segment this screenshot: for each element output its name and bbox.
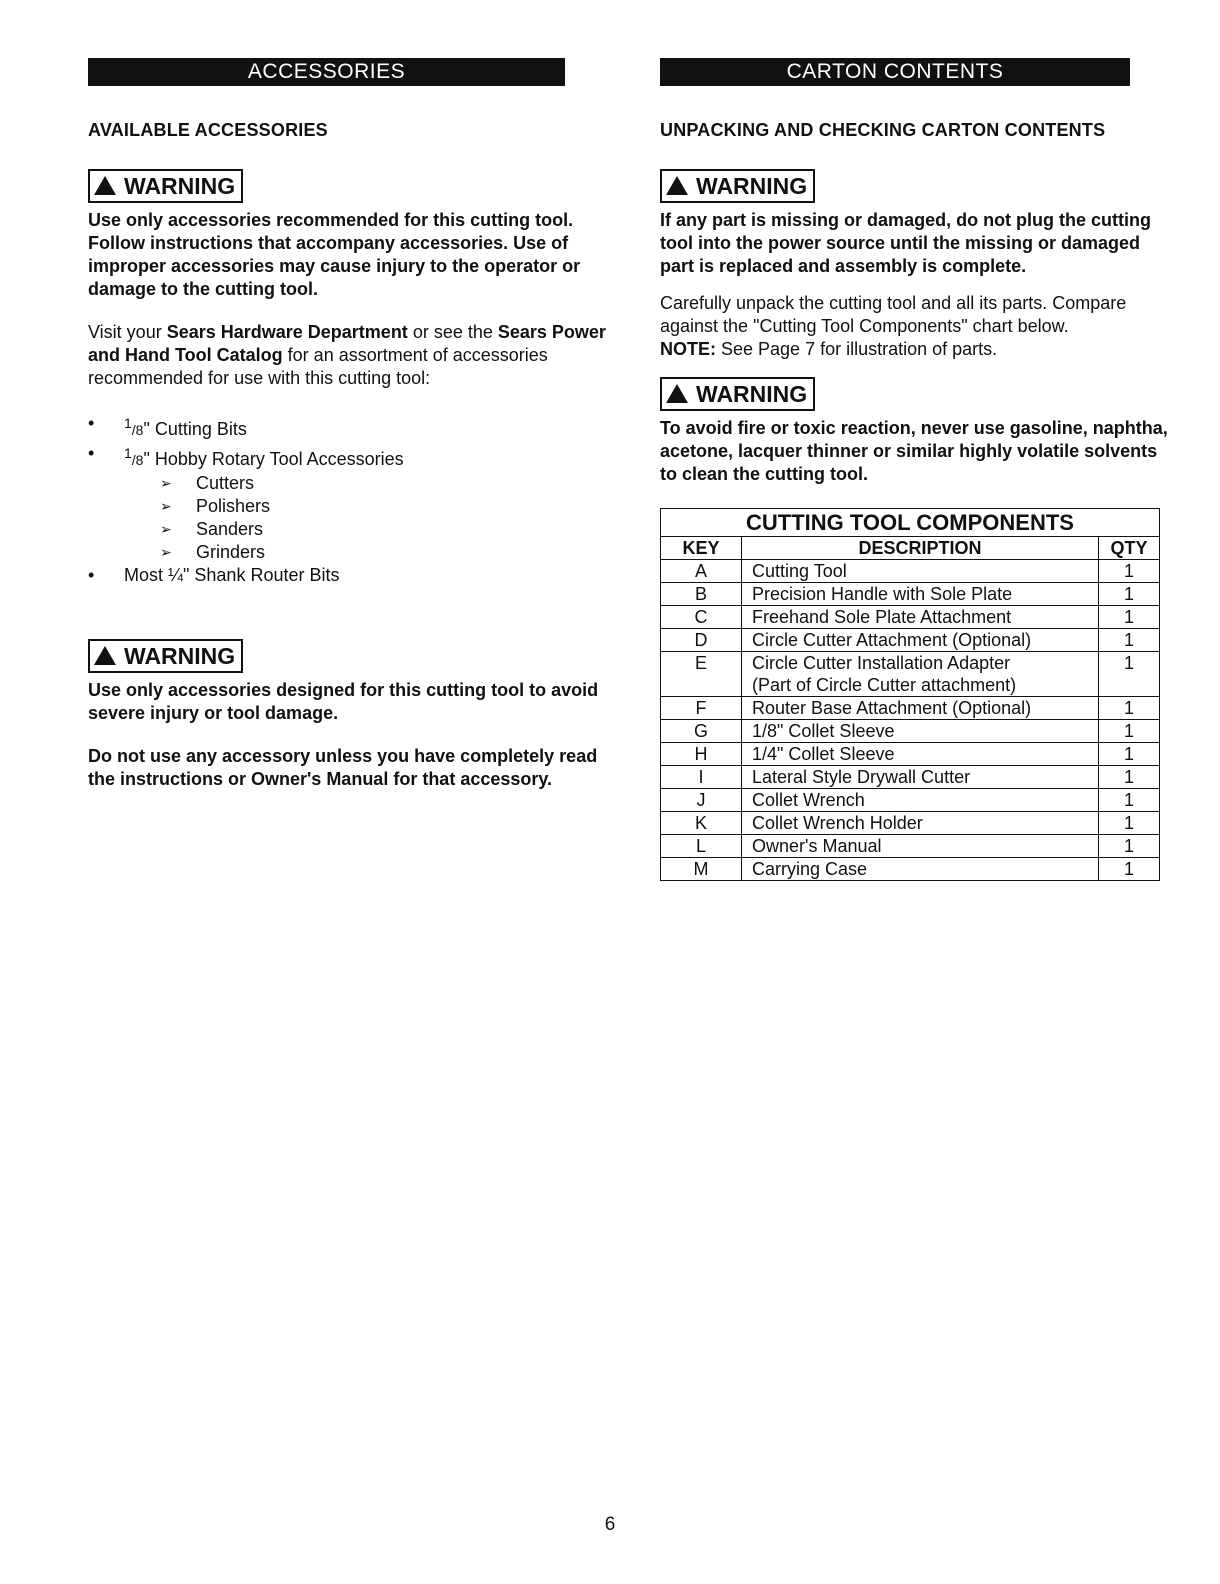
accessories-column: [88, 58, 608, 791]
warning-triangle-icon: [666, 176, 688, 195]
table-title: CUTTING TOOL COMPONENTS: [661, 509, 1160, 537]
warning-text: To avoid fire or toxic reaction, never use gasoline, naphtha, acetone, lacquer thinner or similar highly volatile solvents to clean the cutting tool.: [660, 418, 1168, 484]
visit-paragraph: Visit your Sears Hardware Department or see the Sears Power and Hand Tool Catalog for an assortment of accessories recommended for use with this cutting tool:: [88, 322, 606, 388]
column-header-key: KEY: [661, 537, 742, 560]
list-item: ➢ Polishers: [160, 495, 608, 518]
table-row: J Collet Wrench 1: [661, 789, 1160, 812]
warning-label: WARNING: [660, 169, 815, 203]
table-row: I Lateral Style Drywall Cutter 1: [661, 766, 1160, 789]
warning-text: If any part is missing or damaged, do not plug the cutting tool into the power source until the missing or damaged part is replaced and assembly is complete.: [660, 210, 1152, 276]
table-row: E Circle Cutter Installation Adapter (Part of Circle Cutter attachment) 1: [661, 652, 1160, 697]
carton-header: CARTON CONTENTS: [660, 58, 1130, 86]
list-item: ➢ Grinders: [160, 541, 608, 564]
table-row: D Circle Cutter Attachment (Optional) 1: [661, 629, 1160, 652]
table-row: G 1/8" Collet Sleeve 1: [661, 720, 1160, 743]
warning-label: WARNING: [88, 169, 243, 203]
warning-text: Use only accessories recommended for this cutting tool. Follow instructions that accompany accessories. Use of improper accessories may cause injury to the operator or damage to the cutting tool.: [88, 210, 581, 299]
components-table: [660, 508, 1160, 881]
table-row: B Precision Handle with Sole Plate 1: [661, 583, 1160, 606]
table-row: M Carrying Case 1: [661, 858, 1160, 881]
warning-label: WARNING: [88, 639, 243, 673]
list-item: ➢ Sanders: [160, 518, 608, 541]
available-accessories-heading: AVAILABLE ACCESSORIES: [88, 120, 328, 140]
column-header-qty: QTY: [1099, 537, 1160, 560]
sub-list: [124, 472, 608, 564]
list-item: • $^1$/8" Cutting Bits: [88, 412, 608, 442]
warning-text: Use only accessories designed for this cutting tool to avoid severe injury or tool damage.: [88, 680, 599, 723]
unpacking-heading: UNPACKING AND CHECKING CARTON CONTENTS: [660, 120, 1106, 140]
warning-label: WARNING: [660, 377, 815, 411]
table-row: H 1/4" Collet Sleeve 1: [661, 743, 1160, 766]
table-row: F Router Base Attachment (Optional) 1: [661, 697, 1160, 720]
table-row: L Owner's Manual 1: [661, 835, 1160, 858]
warning-triangle-icon: [94, 646, 116, 665]
page-number: 6: [604, 1514, 616, 1535]
table-row: A Cutting Tool 1: [661, 560, 1160, 583]
list-item: • $^1$/8" Hobby Rotary Tool Accessories ➢ Cutters ➢ Polishers ➢ Sanders ➢ Grinders: [88, 442, 608, 564]
warning-text: Do not use any accessory unless you have completely read the instructions or Owner's Manual for that accessory.: [88, 746, 598, 789]
table-row: K Collet Wrench Holder 1: [661, 812, 1160, 835]
table-row: C Freehand Sole Plate Attachment 1: [661, 606, 1160, 629]
note-paragraph: NOTE: See Page 7 for illustration of parts.: [660, 339, 998, 359]
accessories-header: ACCESSORIES: [88, 58, 565, 86]
carton-column: [660, 58, 1172, 881]
unpack-paragraph: Carefully unpack the cutting tool and all its parts. Compare against the "Cutting Tool Components" chart below.: [660, 293, 1127, 336]
list-item: ➢ Cutters: [160, 472, 608, 495]
list-item: • Most ¼" Shank Router Bits: [88, 564, 608, 587]
warning-triangle-icon: [666, 384, 688, 403]
warning-triangle-icon: [94, 176, 116, 195]
column-header-description: DESCRIPTION: [742, 537, 1099, 560]
accessory-list: [88, 412, 608, 587]
